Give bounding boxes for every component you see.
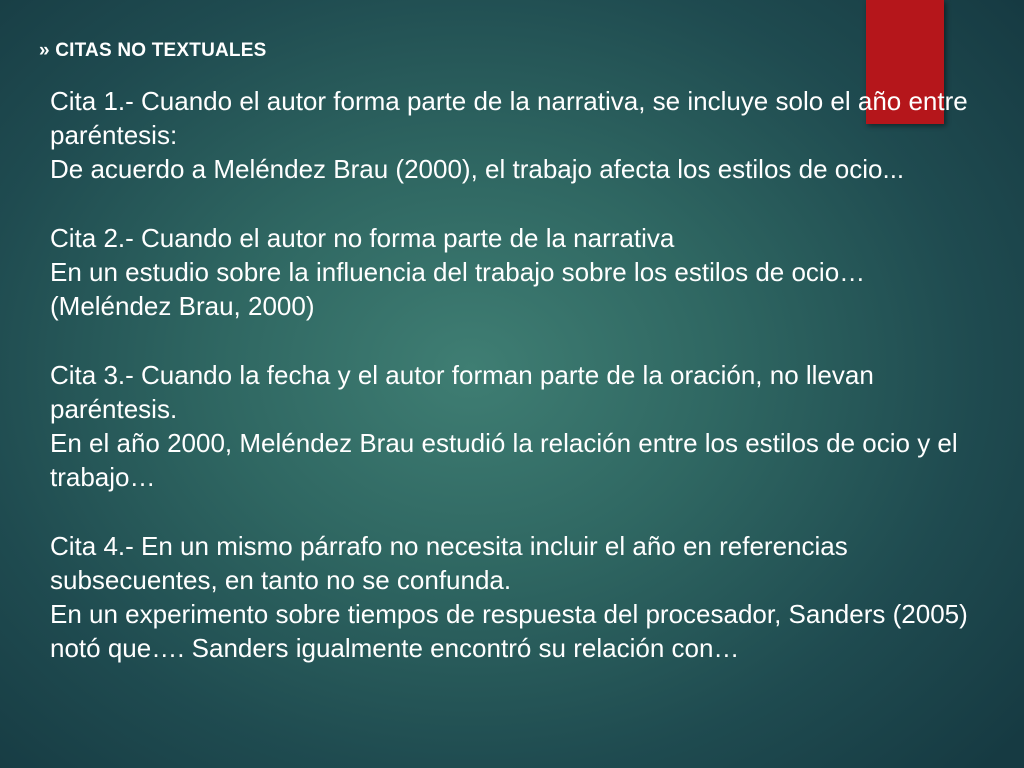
citation-block-2 — [50, 221, 980, 324]
citation-1-rule: Cita 1.- Cuando el autor forma parte de la narrativa, se incluye solo el año entre paréntesis: — [50, 86, 968, 151]
citation-4-example: En un experimento sobre tiempos de respuesta del procesador, Sanders (2005) notó que…. Sanders igualmente encontró su relación con… — [50, 599, 968, 664]
spacer — [50, 323, 980, 357]
citation-block-4 — [50, 529, 980, 666]
spacer — [50, 187, 980, 221]
citation-4-rule: Cita 4.- En un mismo párrafo no necesita incluir el año en referencias subsecuentes, en tanto no se confunda. — [50, 530, 848, 595]
header-title: CITAS NO TEXTUALES — [55, 40, 267, 61]
citation-3-rule: Cita 3.- Cuando la fecha y el autor forman parte de la oración, no llevan paréntesis. — [50, 359, 874, 424]
citation-2-example: En un estudio sobre la influencia del trabajo sobre los estilos de ocio… (Meléndez Brau, 2000) — [50, 257, 866, 322]
citation-block-3 — [50, 358, 980, 495]
section-header — [39, 39, 266, 63]
citation-block-1 — [50, 84, 980, 187]
citation-3-example: En el año 2000, Meléndez Brau estudió la relación entre los estilos de ocio y el trabajo… — [50, 428, 958, 493]
citation-1-example: De acuerdo a Meléndez Brau (2000), el trabajo afecta los estilos de ocio... — [50, 154, 905, 185]
citations-body — [50, 84, 980, 665]
header-bullet: » — [39, 40, 50, 61]
spacer — [50, 494, 980, 528]
citation-2-rule: Cita 2.- Cuando el autor no forma parte de la narrativa — [50, 222, 675, 253]
